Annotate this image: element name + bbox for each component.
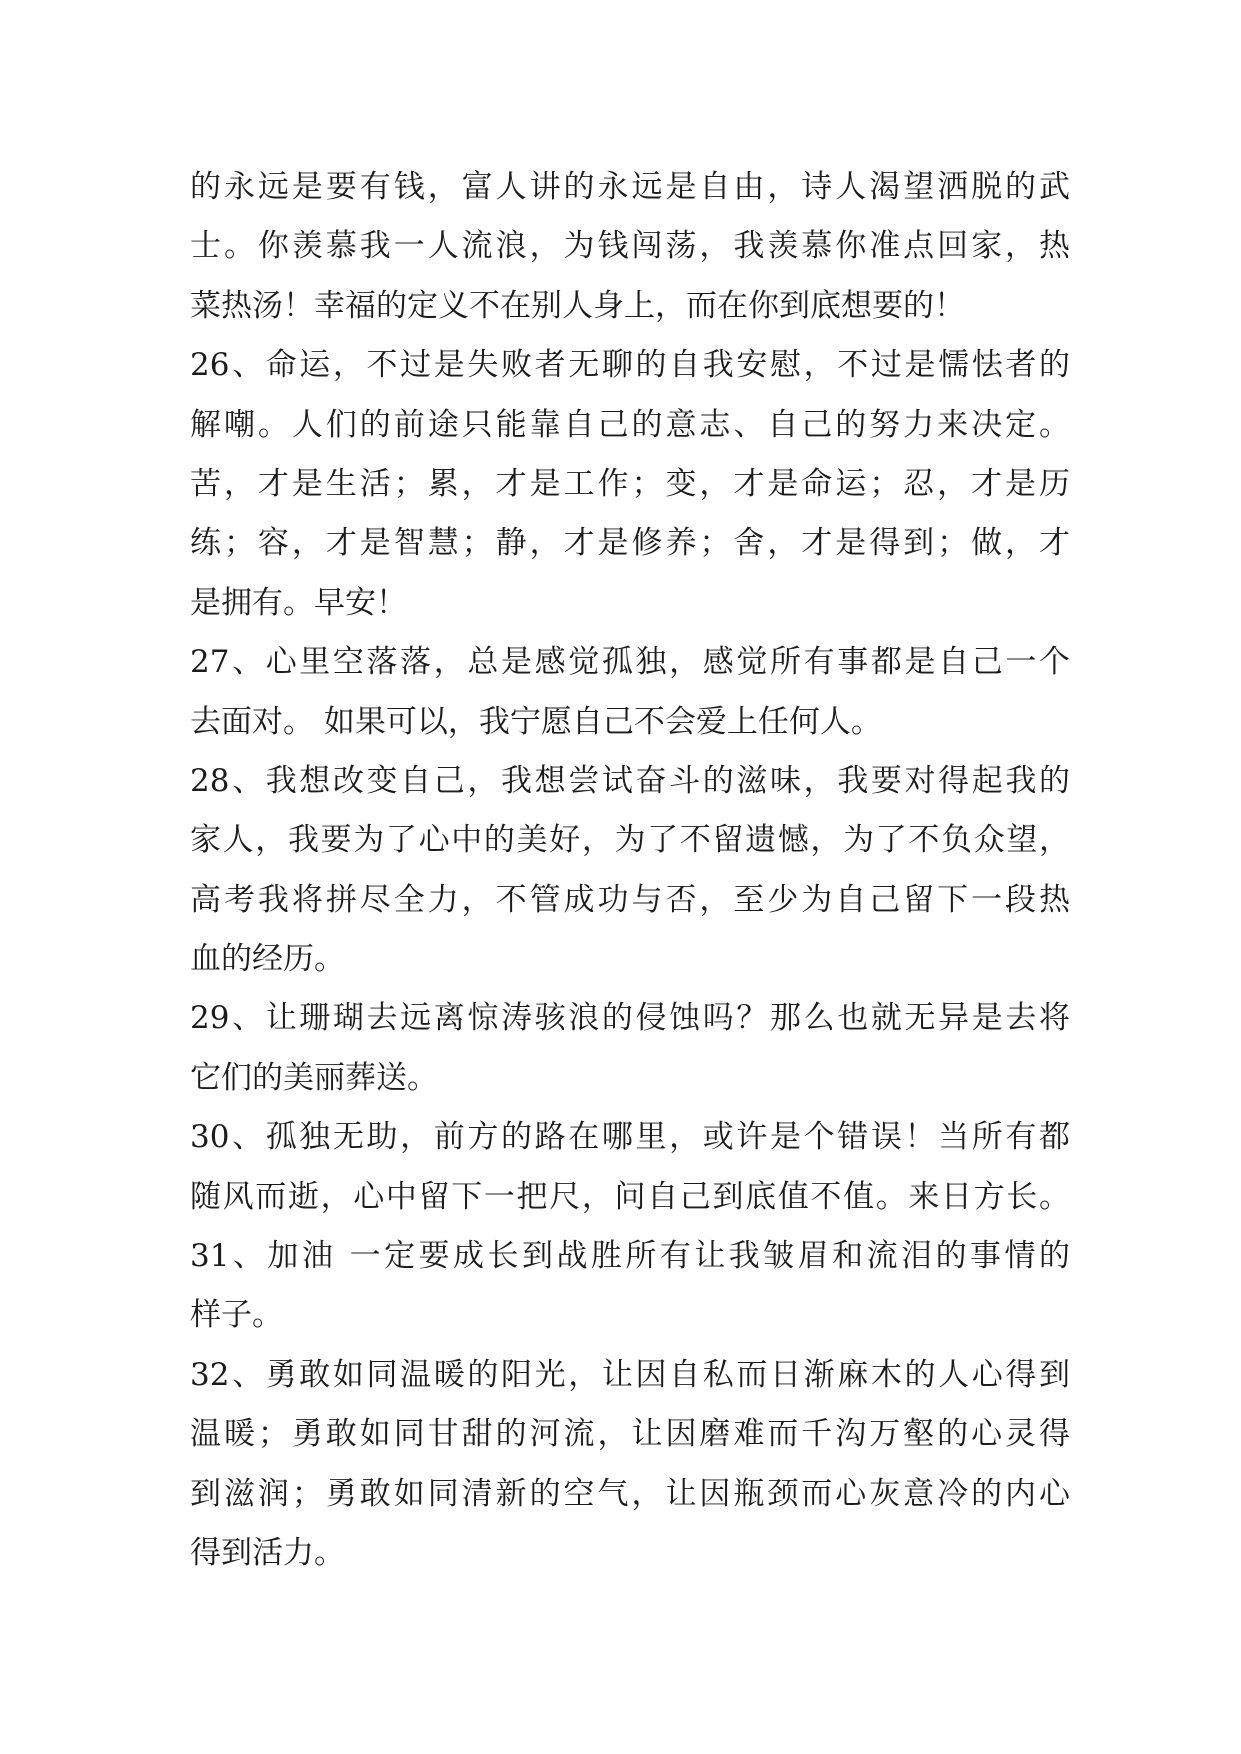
text-line: 血的经历。 <box>190 941 345 978</box>
text-line: 士。你羡慕我一人流浪，为钱闯荡，我羡慕你准点回家，热 <box>190 228 1070 265</box>
text-line: 随风而逝，心中留下一把尺，问自己到底值不值。来日方长。 <box>190 1178 1070 1215</box>
text-line: 到滋润；勇敢如同清新的空气，让因瓶颈而心灰意冷的内心 <box>190 1475 1070 1512</box>
text-line: 是拥有。早安！ <box>190 584 407 621</box>
document-body <box>190 158 1070 1583</box>
text-line: 菜热汤！幸福的定义不在别人身上，而在你到底想要的！ <box>190 287 965 324</box>
text-line: 去面对。 如果可以，我宁愿自己不会爱上任何人。 <box>190 703 882 740</box>
text-line: 26、命运，不过是失败者无聊的自我安慰，不过是懦怯者的 <box>190 347 1070 384</box>
text-line: 家人，我要为了心中的美好，为了不留遗憾，为了不负众望， <box>190 822 1070 859</box>
text-line: 得到活力。 <box>190 1534 345 1571</box>
text-line: 解嘲。人们的前途只能靠自己的意志、自己的努力来决定。 <box>190 406 1070 443</box>
text-line: 31、加油 一定要成长到战胜所有让我皱眉和流泪的事情的 <box>190 1238 1070 1275</box>
text-line: 的永远是要有钱，富人讲的永远是自由，诗人渴望洒脱的武 <box>190 169 1070 205</box>
text-line: 高考我将拼尽全力，不管成功与否，至少为自己留下一段热 <box>190 881 1070 918</box>
text-line: 它们的美丽葬送。 <box>190 1059 438 1096</box>
text-line: 28、我想改变自己，我想尝试奋斗的滋味，我要对得起我的 <box>190 762 1070 799</box>
text-line: 29、让珊瑚去远离惊涛骇浪的侵蚀吗？那么也就无异是去将 <box>190 1000 1070 1037</box>
text-line: 样子。 <box>190 1297 283 1334</box>
text-line: 27、心里空落落，总是感觉孤独，感觉所有事都是自己一个 <box>190 644 1070 681</box>
text-line: 30、孤独无助，前方的路在哪里，或许是个错误！当所有都 <box>190 1119 1070 1156</box>
text-line: 练；容，才是智慧；静，才是修养；舍，才是得到；做，才 <box>190 525 1070 562</box>
text-line: 温暖；勇敢如同甘甜的河流，让因磨难而千沟万壑的心灵得 <box>190 1416 1070 1453</box>
text-line: 32、勇敢如同温暖的阳光，让因自私而日渐麻木的人心得到 <box>190 1356 1070 1393</box>
text-line: 苦，才是生活；累，才是工作；变，才是命运；忍，才是历 <box>190 465 1070 502</box>
